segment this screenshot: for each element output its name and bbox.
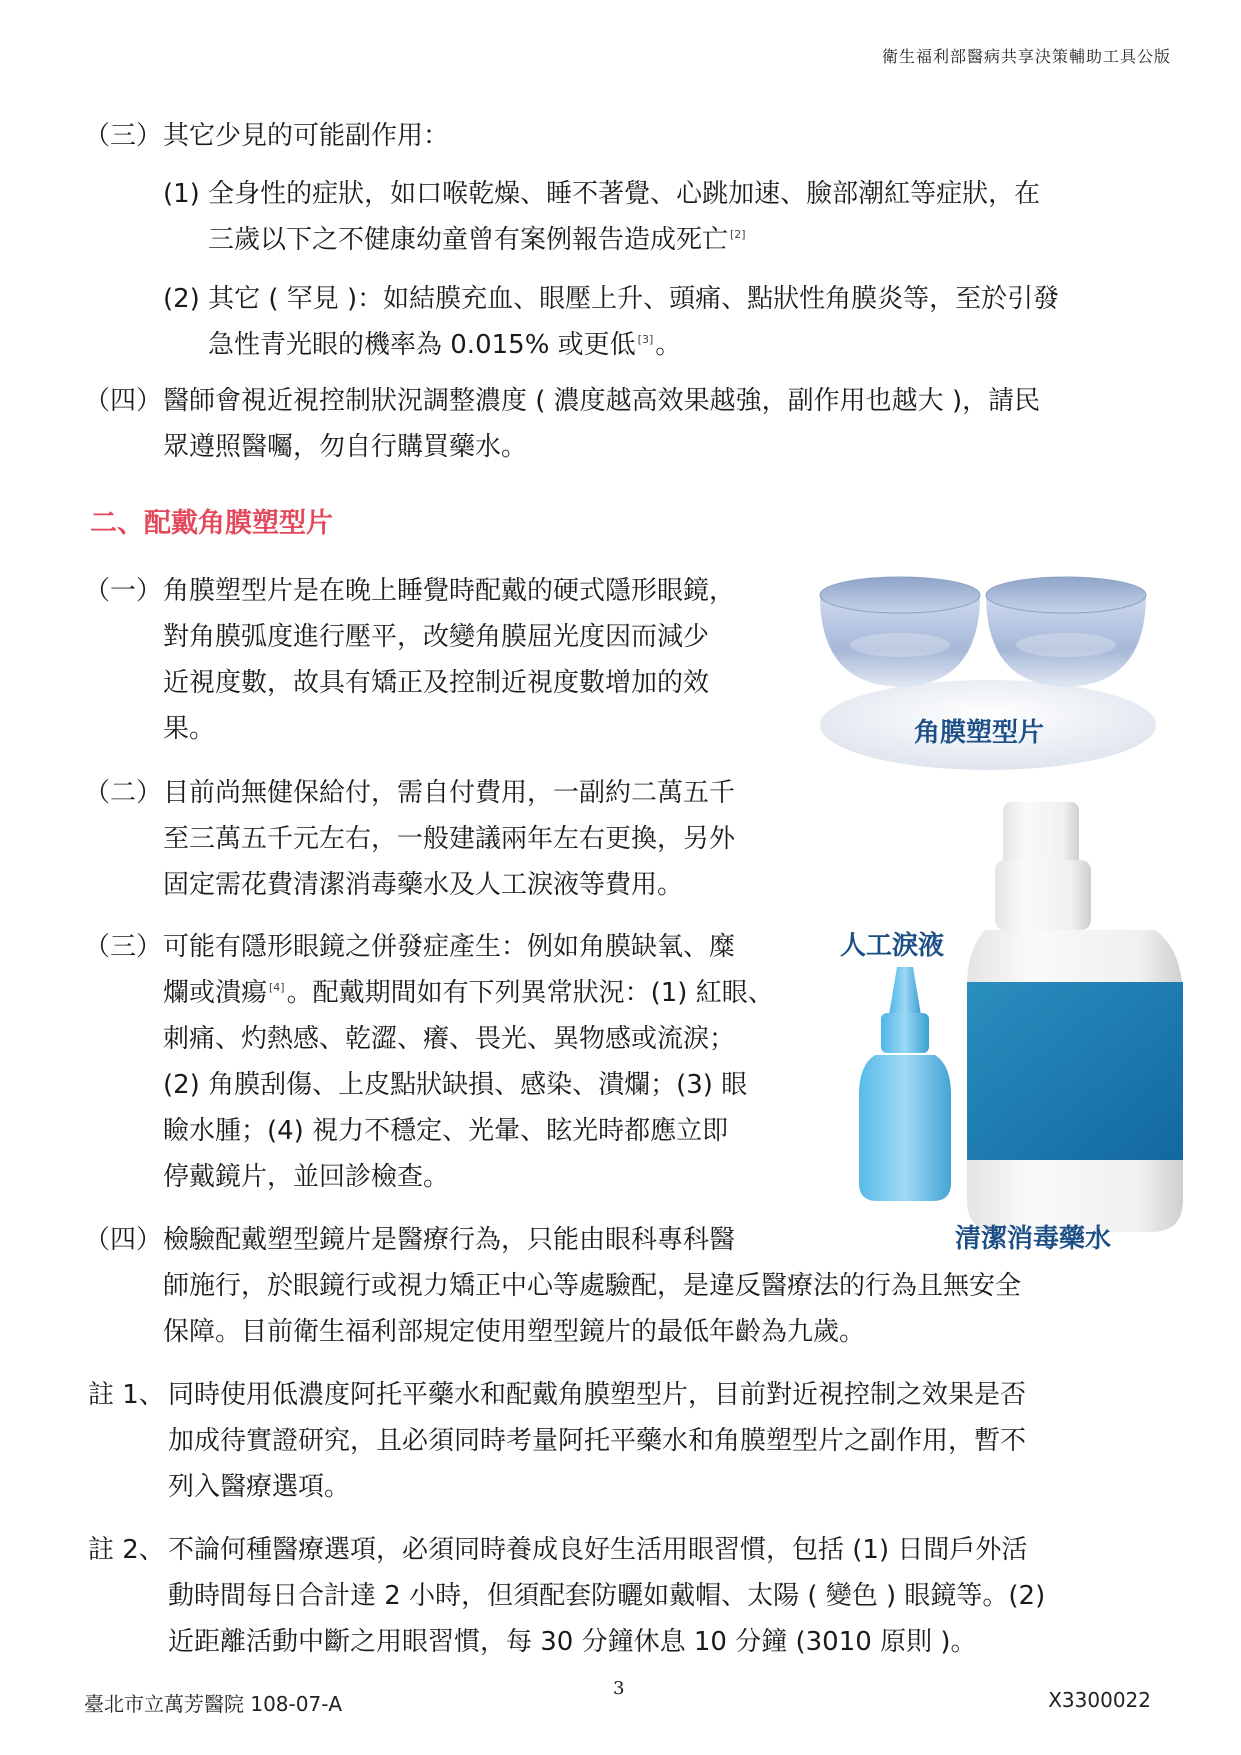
item-line: 近視度數，故具有矯正及控制近視度數增加的效 [163, 668, 710, 698]
citation-ref: [4] [269, 981, 285, 995]
note-line: 不論何種醫療選項，必須同時養成良好生活用眼習慣，包括 (1) 日間戶外活 [168, 1535, 1028, 1565]
item-line: 保障。目前衛生福利部規定使用塑型鏡片的最低年齡為九歲。 [163, 1317, 866, 1347]
item-line: 醫師會視近視控制狀況調整濃度 ( 濃度越高效果越強，副作用也越大 )，請民 [163, 386, 1041, 416]
item-label: （四） [84, 386, 163, 416]
subitem-text: 三歲以下之不健康幼童曾有案例報告造成死亡 [208, 225, 729, 255]
item-line: 檢驗配戴塑型鏡片是醫療行為，只能由眼科專科醫 [163, 1225, 736, 1255]
page-number: 3 [613, 1678, 625, 1699]
item-line: 果。 [163, 714, 216, 744]
subitem-line: (1) 全身性的症狀，如口喉乾燥、睡不著覺、心跳加速、臉部潮紅等症狀，在 [163, 179, 1041, 209]
item-line: 角膜塑型片是在晚上睡覺時配戴的硬式隱形眼鏡， [163, 576, 736, 606]
eye-drop-bottle-illustration [855, 965, 965, 1205]
subitem-text: 急性青光眼的機率為 0.015% 或更低 [208, 330, 636, 360]
note-line: 加成待實證研究，且必須同時考量阿托平藥水和角膜塑型片之副作用，暫不 [168, 1426, 1027, 1456]
footer-code: X3300022 [1048, 1688, 1151, 1712]
subitem-line: (2) 其它 ( 罕見 )：如結膜充血、眼壓上升、頭痛、點狀性角膜炎等，至於引發 [163, 284, 1060, 314]
item-line: 至三萬五千元左右，一般建議兩年左右更換，另外 [163, 824, 736, 854]
item-line [163, 970, 774, 1016]
item-label: （四） [84, 1225, 163, 1255]
subitem-line [208, 322, 681, 368]
item-text: 。配戴期間如有下列異常狀況：(1) 紅眼、 [286, 978, 774, 1008]
item-line: 固定需花費清潔消毒藥水及人工淚液等費用。 [163, 870, 684, 900]
item-line: 師施行，於眼鏡行或視力矯正中心等處驗配，是違反醫療法的行為且無安全 [163, 1271, 1022, 1301]
item-line: 停戴鏡片，並回診檢查。 [163, 1162, 450, 1192]
item-line: 對角膜弧度進行壓平，改變角膜屈光度因而減少 [163, 622, 710, 652]
item-line: 目前尚無健保給付，需自付費用，一副約二萬五千 [163, 778, 736, 808]
item-label: （三） [84, 121, 163, 151]
lens-right [986, 577, 1146, 687]
item-line: 刺痛、灼熱感、乾澀、癢、畏光、異物感或流淚； [163, 1024, 736, 1054]
note-label: 註 2、 [88, 1535, 165, 1565]
note-line: 動時間每日合計達 2 小時，但須配套防曬如戴帽、太陽 ( 變色 ) 眼鏡等。(2) [168, 1581, 1046, 1611]
item-line: 瞼水腫；(4) 視力不穩定、光暈、眩光時都應立即 [163, 1116, 729, 1146]
document-header: 衛生福利部醫病共享決策輔助工具公版 [881, 47, 1171, 66]
note-line: 近距離活動中斷之用眼習慣，每 30 分鐘休息 10 分鐘 (3010 原則 )。 [168, 1627, 977, 1657]
tears-caption: 人工淚液 [840, 931, 945, 961]
citation-ref: [3] [637, 333, 654, 347]
item-label: （一） [84, 576, 163, 606]
item-text: 其它少見的可能副作用： [163, 121, 450, 151]
section-heading: 二、配戴角膜塑型片 [90, 508, 333, 539]
item-line: (2) 角膜刮傷、上皮點狀缺損、感染、潰爛；(3) 眼 [163, 1070, 748, 1100]
bottle-label [967, 982, 1183, 1160]
lens-caption: 角膜塑型片 [914, 718, 1045, 748]
item-line: 可能有隱形眼鏡之併發症產生：例如角膜缺氧、糜 [163, 932, 736, 962]
subitem-line [208, 217, 748, 263]
item-label: （二） [84, 778, 163, 808]
note-label: 註 1、 [88, 1380, 165, 1410]
lens-left [820, 577, 980, 687]
note-line: 列入醫療選項。 [168, 1472, 351, 1502]
item-line: 眾遵照醫囑，勿自行購買藥水。 [163, 432, 528, 462]
solution-bottle-illustration [955, 800, 1235, 1240]
citation-ref: [2] [730, 228, 746, 242]
item-label: （三） [84, 932, 163, 962]
solution-caption: 清潔消毒藥水 [955, 1224, 1112, 1254]
footer-hospital: 臺北市立萬芳醫院 108-07-A [84, 1692, 343, 1716]
note-line: 同時使用低濃度阿托平藥水和配戴角膜塑型片，目前對近視控制之效果是否 [168, 1380, 1027, 1410]
item-text: 爛或潰瘍 [163, 978, 268, 1008]
subitem-tail: 。 [655, 330, 682, 360]
